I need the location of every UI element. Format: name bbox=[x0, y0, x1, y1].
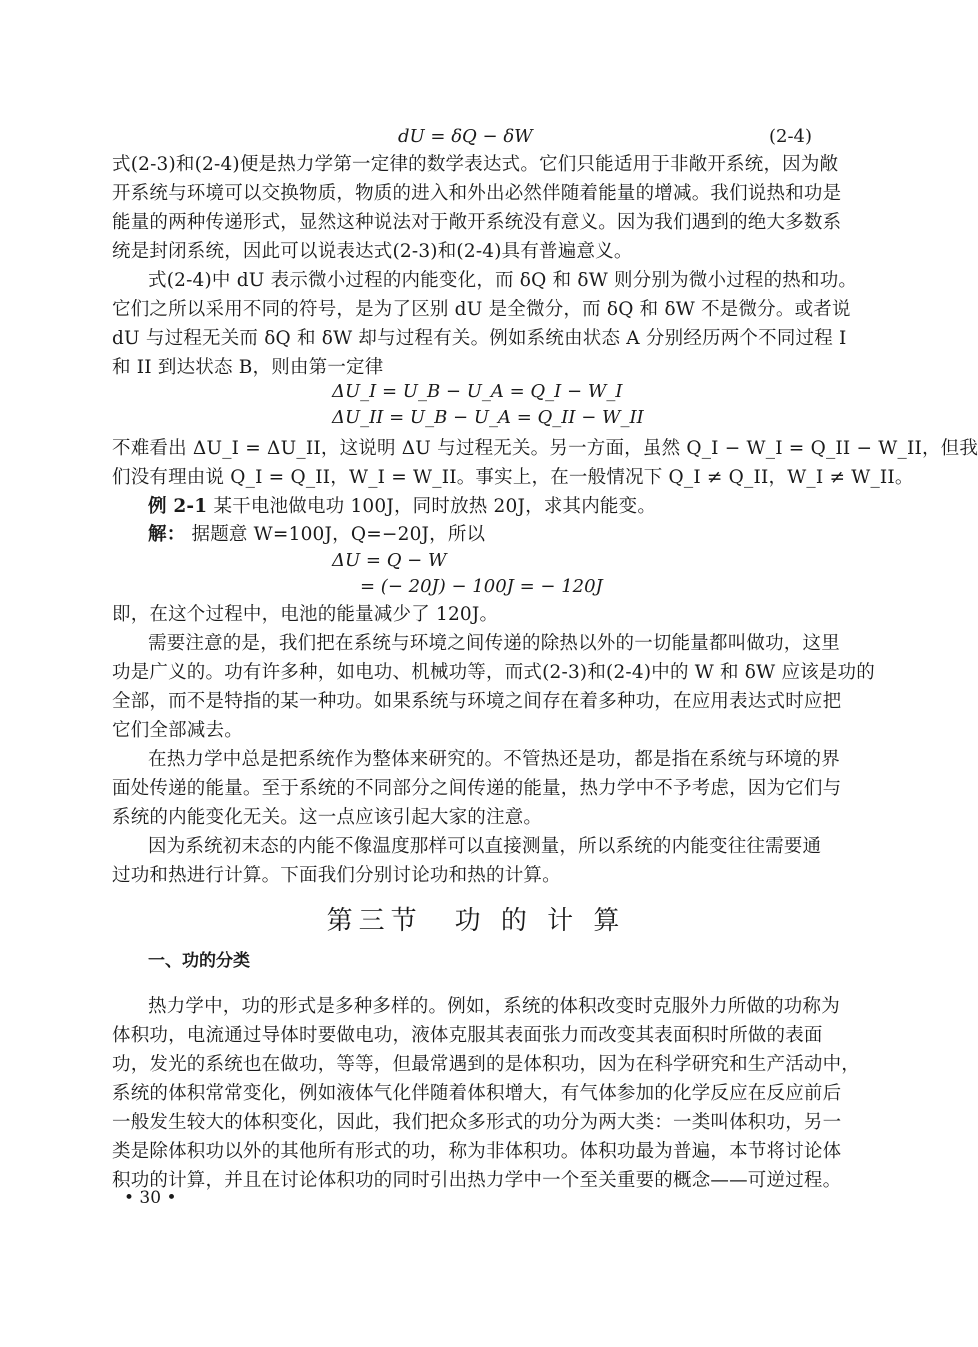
paragraph-line: 在热力学中总是把系统作为整体来研究的。不管热还是功，都是指在系统与环境的界 bbox=[148, 749, 840, 770]
example-text: 某干电池做电功 100J，同时放热 20J，求其内能变。 bbox=[213, 496, 657, 517]
solution-label: 解： bbox=[148, 524, 186, 545]
paragraph-line: 式(2-3)和(2-4)便是热力学第一定律的数学表达式。它们只能适用于非敞开系统，因为敞 bbox=[112, 154, 839, 175]
paragraph-line: 积功的计算，并且在讨论体积功的同时引出热力学中一个至关重要的概念——可逆过程。 bbox=[112, 1170, 842, 1191]
solution-text: 据题意 W=100J，Q=−20J，所以 bbox=[191, 524, 486, 545]
paragraph-line: 和 II 到达状态 B，则由第一定律 bbox=[112, 357, 384, 378]
paragraph-line: 能量的两种传递形式，显然这种说法对于敞开系统没有意义。因为我们遇到的绝大多数系 bbox=[112, 212, 842, 233]
paragraph-line: 它们之所以采用不同的符号，是为了区别 dU 是全微分，而 δQ 和 δW 不是微分。或者说 bbox=[112, 299, 851, 320]
solution-line bbox=[148, 522, 812, 548]
paragraph-line: 们没有理由说 Q_I = Q_II，W_I = W_II。事实上，在一般情况下 Q_I ≠ Q_II，W_I ≠ W_II。 bbox=[112, 467, 914, 488]
paragraph-line: 系统的内能变化无关。这一点应该引起大家的注意。 bbox=[112, 807, 543, 828]
section-heading: 第三节 功 的 计 算 bbox=[326, 906, 626, 936]
paragraph-line: 功，发光的系统也在做功，等等，但最常遇到的是体积功，因为在科学研究和生产活动中， bbox=[112, 1054, 861, 1075]
paragraph-line: 它们全部减去。 bbox=[112, 720, 243, 741]
paragraph-line: 面处传递的能量。至于系统的不同部分之间传递的能量，热力学中不予考虑，因为它们与 bbox=[112, 778, 842, 799]
equation-process-2: ΔU_II = U_B − U_A = Q_II − W_II bbox=[332, 407, 644, 428]
page-number: • 30 • bbox=[124, 1188, 177, 1208]
paragraph-line: 统是封闭系统，因此可以说表达式(2-3)和(2-4)具有普遍意义。 bbox=[112, 241, 633, 262]
paragraph-line: dU 与过程无关而 δQ 和 δW 却与过程有关。例如系统由状态 A 分别经历两个不同过程 I bbox=[112, 328, 847, 349]
paragraph-line: 体积功，电流通过导体时要做电功，液体克服其表面张力而改变其表面积时所做的表面 bbox=[112, 1025, 823, 1046]
subsection-heading: 一、功的分类 bbox=[148, 951, 250, 971]
paragraph-line: 不难看出 ΔU_I = ΔU_II，这说明 ΔU 与过程无关。另一方面，虽然 Q_I − W_I = Q_II − W_II，但我 bbox=[112, 438, 978, 459]
paragraph-line: 一般发生较大的体积变化，因此，我们把众多形式的功分为两大类：一类叫体积功，另一 bbox=[112, 1112, 842, 1133]
paragraph-line: 热力学中，功的形式是多种多样的。例如，系统的体积改变时克服外力所做的功称为 bbox=[148, 996, 840, 1017]
solution-calc-1: ΔU = Q − W bbox=[332, 550, 447, 571]
equation-process-1: ΔU_I = U_B − U_A = Q_I − W_I bbox=[332, 381, 623, 402]
paragraph-line: 功是广义的。功有许多种，如电功、机械功等，而式(2-3)和(2-4)中的 W 和 δW 应该是功的 bbox=[112, 662, 875, 683]
paragraph-line: 因为系统初末态的内能不像温度那样可以直接测量，所以系统的内能变往往需要通 bbox=[148, 836, 822, 857]
equation-number: (2-4) bbox=[768, 126, 812, 147]
paragraph-line: 系统的体积常常变化，例如液体气化伴随着体积增大，有气体参加的化学反应在反应前后 bbox=[112, 1083, 842, 1104]
example-label: 例 2-1 bbox=[148, 496, 208, 517]
paragraph-line: 开系统与环境可以交换物质，物质的进入和外出必然伴随着能量的增减。我们说热和功是 bbox=[112, 183, 842, 204]
paragraph-line: 式(2-4)中 dU 表示微小过程的内能变化，而 δQ 和 δW 则分别为微小过程的热和功。 bbox=[148, 270, 858, 291]
paragraph-line: 全部，而不是特指的某一种功。如果系统与环境之间存在着多种功，在应用表达式时应把 bbox=[112, 691, 842, 712]
example-line bbox=[148, 494, 812, 520]
example-conclusion: 即，在这个过程中，电池的能量减少了 120J。 bbox=[112, 604, 499, 625]
paragraph-line: 类是除体积功以外的其他所有形式的功，称为非体积功。体积功最为普遍，本节将讨论体 bbox=[112, 1141, 842, 1162]
paragraph-line: 需要注意的是，我们把在系统与环境之间传递的除热以外的一切能量都叫做功，这里 bbox=[148, 633, 840, 654]
equation-2-4: dU = δQ − δW bbox=[398, 126, 533, 147]
paragraph-line: 过功和热进行计算。下面我们分别讨论功和热的计算。 bbox=[112, 865, 561, 886]
solution-calc-2: = (− 20J) − 100J = − 120J bbox=[360, 576, 603, 597]
